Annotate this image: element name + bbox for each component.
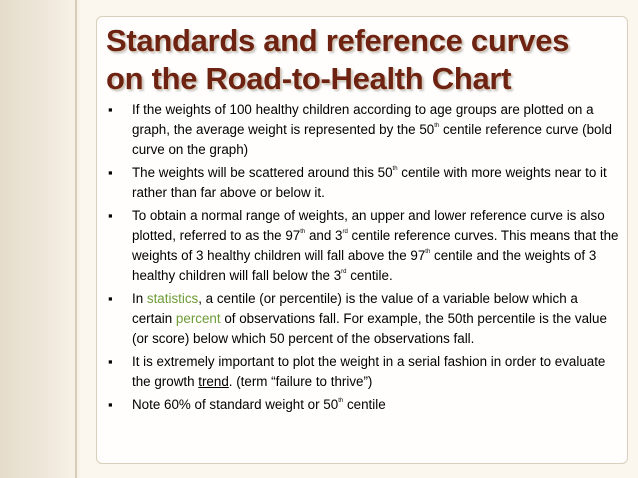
bullet-icon: ▪ [108,165,113,180]
bullet-icon: ▪ [108,102,113,117]
left-divider-line [75,0,77,478]
left-decorative-band [0,0,80,478]
statistics-link[interactable]: statistics [146,291,199,306]
bullet-item-5: ▪ It is extremely important to plot the weight in a serial fashion in order to evaluate the growth trend. (term “failure to thrive”) [108,354,606,389]
bullet-icon: ▪ [108,291,113,306]
bullet-icon: ▪ [108,397,113,412]
percent-link[interactable]: percent [175,311,221,326]
title-line-2: on the Road-to-Health Chart [106,61,512,96]
bullet-item-4: ▪ In statistics, a centile (or percentile) is the value of a variable below which a certain percent of observations fall. For example, the 50th percentile is the value (or score) below which 50 percent of the observations fall. [108,291,607,346]
bullet-icon: ▪ [108,354,113,369]
bullet-item-3: ▪ To obtain a normal range of weights, an upper and lower reference curve is also plotted, referred to as the 97th and 3rd centile reference curves. This means that the weights of 3 healthy children will fall above the 97th centile and the weights of 3 healthy children will fall below the 3rd centile. [108,208,619,283]
bullet-item-2: ▪ The weights will be scattered around this 50th centile with more weights near to it rather than far above or below it. [108,165,607,200]
slide-title [106,22,626,98]
bullet-icon: ▪ [108,208,113,223]
trend-underlined-text: trend [198,374,229,389]
title-line-1: Standards and reference curves [106,23,570,58]
bullet-item-1: ▪ If the weights of 100 healthy children according to age groups are plotted on a graph, the average weight is represented by the 50th centile reference curve (bold curve on the graph) [108,102,612,157]
bullet-item-6: ▪ Note 60% of standard weight or 50th centile [106,395,620,415]
bullet-list [106,100,620,418]
